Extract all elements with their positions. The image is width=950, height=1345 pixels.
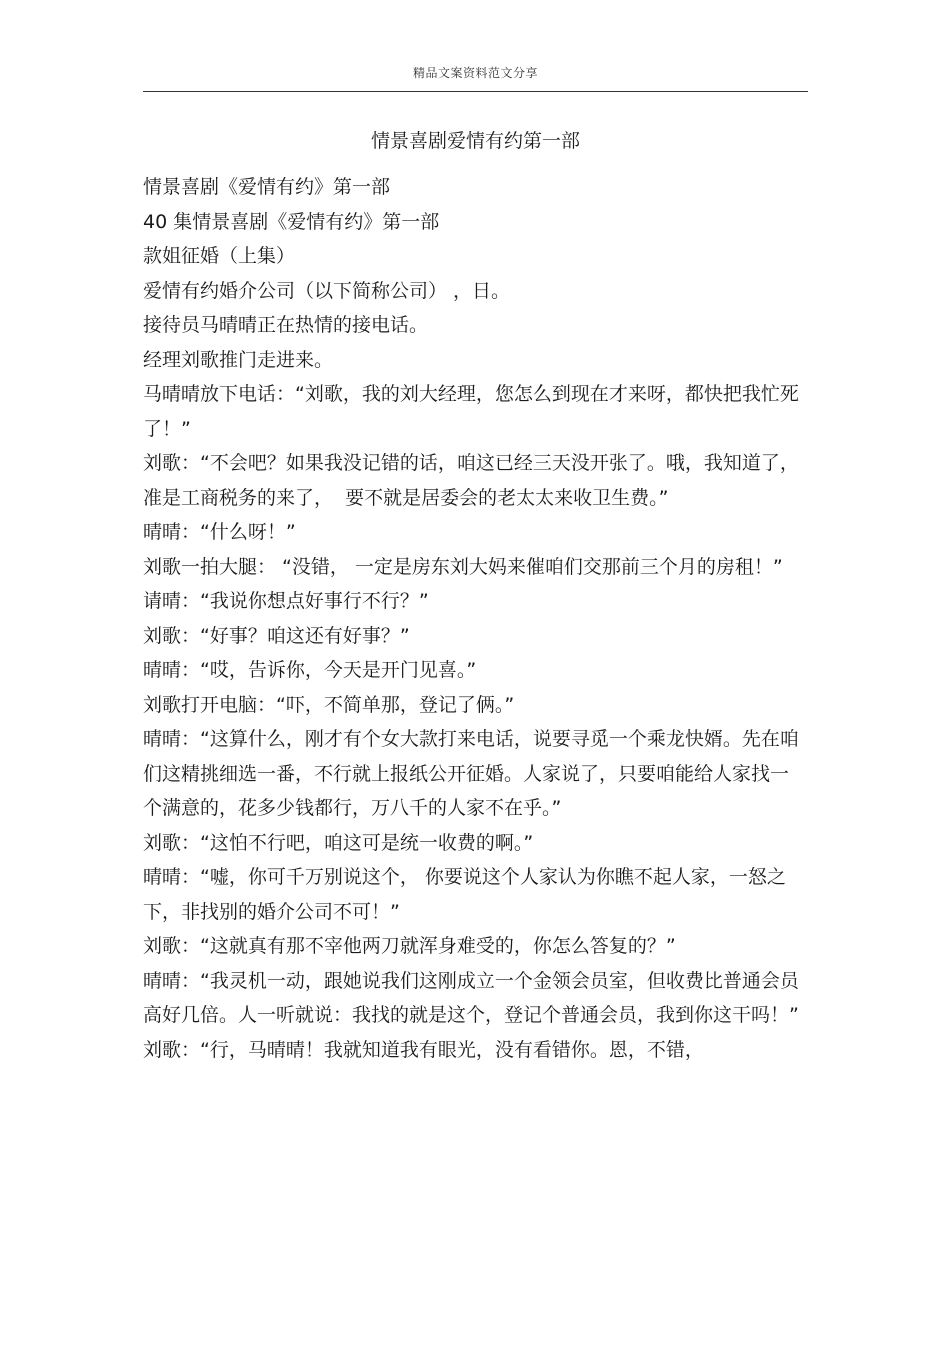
paragraph: 爱情有约婚介公司（以下简称公司） ，日。 (143, 279, 511, 302)
paragraph: 刘歌：“好事？咱这还有好事？” (143, 624, 410, 647)
document-title: 情景喜剧爱情有约第一部 (370, 130, 580, 152)
page-header: 精品文案资料范文分享 (412, 66, 538, 80)
paragraph: 40 集情景喜剧《爱情有约》第一部 (143, 210, 440, 233)
paragraph: 刘歌：“这怕不行吧，咱这可是统一收费的啊。” (143, 831, 534, 854)
paragraph: 刘歌：“这就真有那不宰他两刀就浑身难受的，你怎么答复的？” (143, 935, 676, 957)
paragraph: 经理刘歌推门走进来。 (143, 348, 334, 371)
paragraph: 晴晴：“什么呀！” (143, 521, 296, 543)
paragraph: 请晴：“我说你想点好事行不行？” (143, 590, 429, 612)
paragraph: 刘歌：“不会吧？如果我没记错的话，咱这已经三天没开张了。哦，我知道了， 准是工商税务的来了， 要不就是居委会的老太太来收卫生费。” (143, 452, 805, 509)
paragraph: 晴晴：“我灵机一动，跟她说我们这刚成立一个金领会员室，但收费比普通会员高好几倍。人一听就说：我找的就是这个，登记个普通会员，我到你这干吗！” (143, 969, 799, 1026)
header-divider (143, 91, 808, 92)
paragraph: 刘歌一拍大腿： “没错， 一定是房东刘大妈来催咱们交那前三个月的房租！” (143, 555, 783, 578)
paragraph: 款姐征婚（上集） (143, 245, 296, 267)
paragraph: 刘歌打开电脑：“吓，不简单那，登记了俩。” (143, 693, 515, 716)
paragraph: 刘歌：“行，马晴晴！我就知道我有眼光，没有看错你。恩，不错， (143, 1038, 704, 1061)
paragraph: 马晴晴放下电话：“刘歌，我的刘大经理，您怎么到现在才来呀，都快把我忙死了！” (143, 383, 799, 440)
document-body (143, 170, 803, 1067)
paragraph: 接待员马晴晴正在热情的接电话。 (143, 314, 429, 336)
paragraph: 晴晴：“嘘，你可千万别说这个， 你要说这个人家认为你瞧不起人家，一怒之下，非找别的婚介公司不可！” (143, 866, 786, 923)
paragraph: 晴晴：“这算什么，刚才有个女大款打来电话，说要寻觅一个乘龙快婿。先在咱们这精挑细选一番，不行就上报纸公开征婚。人家说了，只要咱能给人家找一个满意的，花多少钱都行，万八千的人家不在乎。” (143, 728, 799, 819)
paragraph: 晴晴：“哎，告诉你，今天是开门见喜。” (143, 659, 477, 681)
paragraph: 情景喜剧《爱情有约》第一部 (143, 176, 391, 198)
